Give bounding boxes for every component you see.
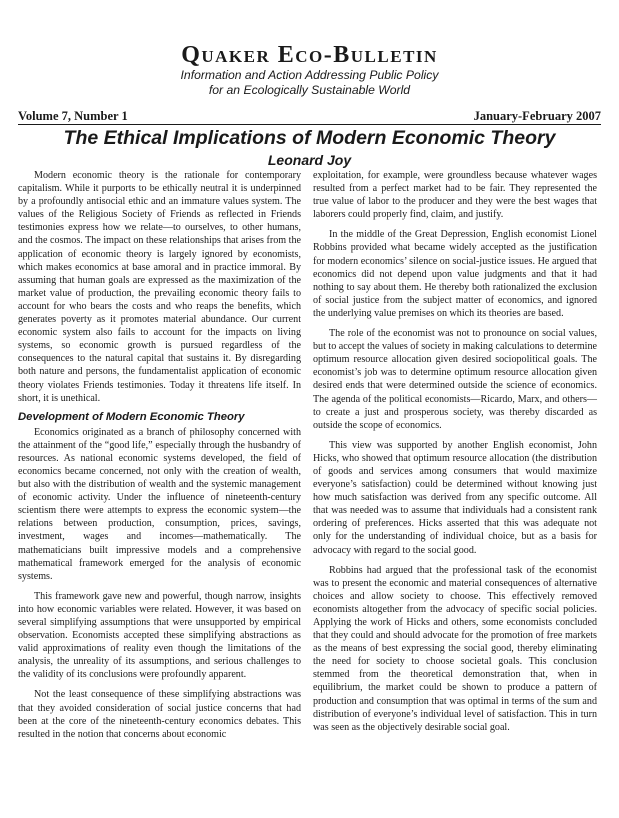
- article-author: Leonard Joy: [267, 152, 352, 168]
- article-column-left: [18, 169, 301, 741]
- issue-volume: Volume 7, Number 1: [18, 109, 128, 123]
- paragraph: This view was supported by another English economist, John Hicks, who showed that optimum resource allocation (the distribution of goods and services among consumers that would maximize everyone’s satisfaction) could be determined without knowing just how much satisfaction was derived from any specific outcome. All that was needed was to assume that individuals had a consistent rank ordering of preferences. Hicks asserted that this was adequate not only for the understanding of individual choice, but as a basis for advocacy with regard to the social good.: [313, 439, 597, 556]
- paragraph: Robbins had argued that the professional task of the economist was to present the economic and material consequences of alternative choices and allow society to choose. This effectively removed economists altogether from the advocacy of specific social policies. Applying the work of Hicks and others, some economists concluded that they could and should advocate for the promotion of free markets as the means of best expressing the social good, thereby eliminating the need for society to choose societal goals. This conclusion stemmed from the theoretical demonstration that, when in equilibrium, the market could be shown to produce a pattern of production and consumption that was optimal in terms of the sum and distribution of everyone’s individual level of satisfaction. This in turn was seen as the objectively desirable social goal.: [313, 564, 597, 733]
- paragraph: Not the least consequence of these simplifying abstractions was that they avoided consideration of social justice concerns that had been at the core of the nineteenth-century economics debates. This resulted in the notion that concerns about economic: [18, 689, 301, 740]
- issue-bar: [18, 109, 601, 125]
- paragraph: The role of the economist was not to pronounce on social values, but to accept the values of society in making calculations to determine optimum resource allocation given desired sociopolitical goals. The economist’s job was to determine optimum resource allocation given desired ends that were determined outside the science of economics. The agenda of the political economists—Ricardo, Marx, and others—to create a just and prosperous society, was thereby discarded as outside the scope of economics.: [313, 328, 597, 431]
- paragraph: In the middle of the Great Depression, English economist Lionel Robbins provided what became widely accepted as the justification for modern economics’ silence on social-justice issues. He argued that economics did not depend upon value judgments and that it had nothing to say about them. He thereby both rationalized the exclusion of social justice from the subject matter of economics, and ignored the underlying value premises on which its theories are based.: [313, 229, 597, 319]
- section-heading: Development of Modern Economic Theory: [18, 410, 245, 423]
- masthead: [0, 42, 619, 98]
- paragraph-intro: Modern economic theory is the rationale for contemporary capitalism. While it purports to be ethically neutral it is underpinned by a profoundly antisocial ethic and an immature values system. The values of the Religious Society of Friends as reflected in Friends testimonies express how we relate—to ourselves, to other humans, and the cosmos. The impact on these relationships that arises from the application of economic theory is largely ignored by economists, which makes economics at base amoral and in practice immoral. By assuming that human goals are expressed as the maximization of the market value of production, the prevailing economic theory fails to account for who bears the costs and who reaps the benefits, which generates poverty as it promotes material abundance. Our current economic system also fails to account for the impacts on living systems, so economic growth is pursued regardless of the consequences to the natural capital that sustains it. By disregarding both nature and persons, the fundamentalist application of economic theory violates Friends testimonies. Today it threatens life itself. In short, it is unethical.: [18, 170, 301, 404]
- paragraph: This framework gave new and powerful, though narrow, insights into how economic variables were related. However, it was based on several simplifying assumptions that were unsupported by empirical observation. Economists accepted these simplifying abstractions as valid approximations of reality even though the limitations of the analysis, the unreality of its assumptions, and serious challenges to the validity of its conclusions were profoundly apparent.: [18, 590, 301, 681]
- issue-date: January-February 2007: [473, 109, 601, 123]
- newsletter-title: Quaker Eco-Bulletin: [181, 42, 438, 68]
- article-title: The Ethical Implications of Modern Economic Theory: [63, 127, 556, 149]
- newsletter-subtitle-line1: Information and Action Addressing Public Policy: [180, 68, 439, 82]
- newsletter-subtitle-line2: for an Ecologically Sustainable World: [208, 83, 411, 97]
- paragraph-continued: exploitation, for example, were groundless because whatever wages resulted from a perfect market had to be fair. They represented the true value of labor to the producer and they were the best wages that laborers could properly find, claim, and justify.: [313, 170, 597, 221]
- paragraph: Economics originated as a branch of philosophy concerned with the attainment of the “good life,” especially through the husbandry of resources. As national economic systems developed, the field of economics became concerned, not only with the creation of wealth, but also with the distribution of wealth and the systemic management of economic activity. Under the influence of nineteenth-century scientism there were attempts to express the economic system—the relations between production, consumption, prices, savings, investment, wages and incomes—mathematically. The mathematicians built impressive models and a comprehensive mathematical framework emerged for the analysis of economic systems.: [18, 426, 301, 582]
- article-column-right: [313, 169, 597, 734]
